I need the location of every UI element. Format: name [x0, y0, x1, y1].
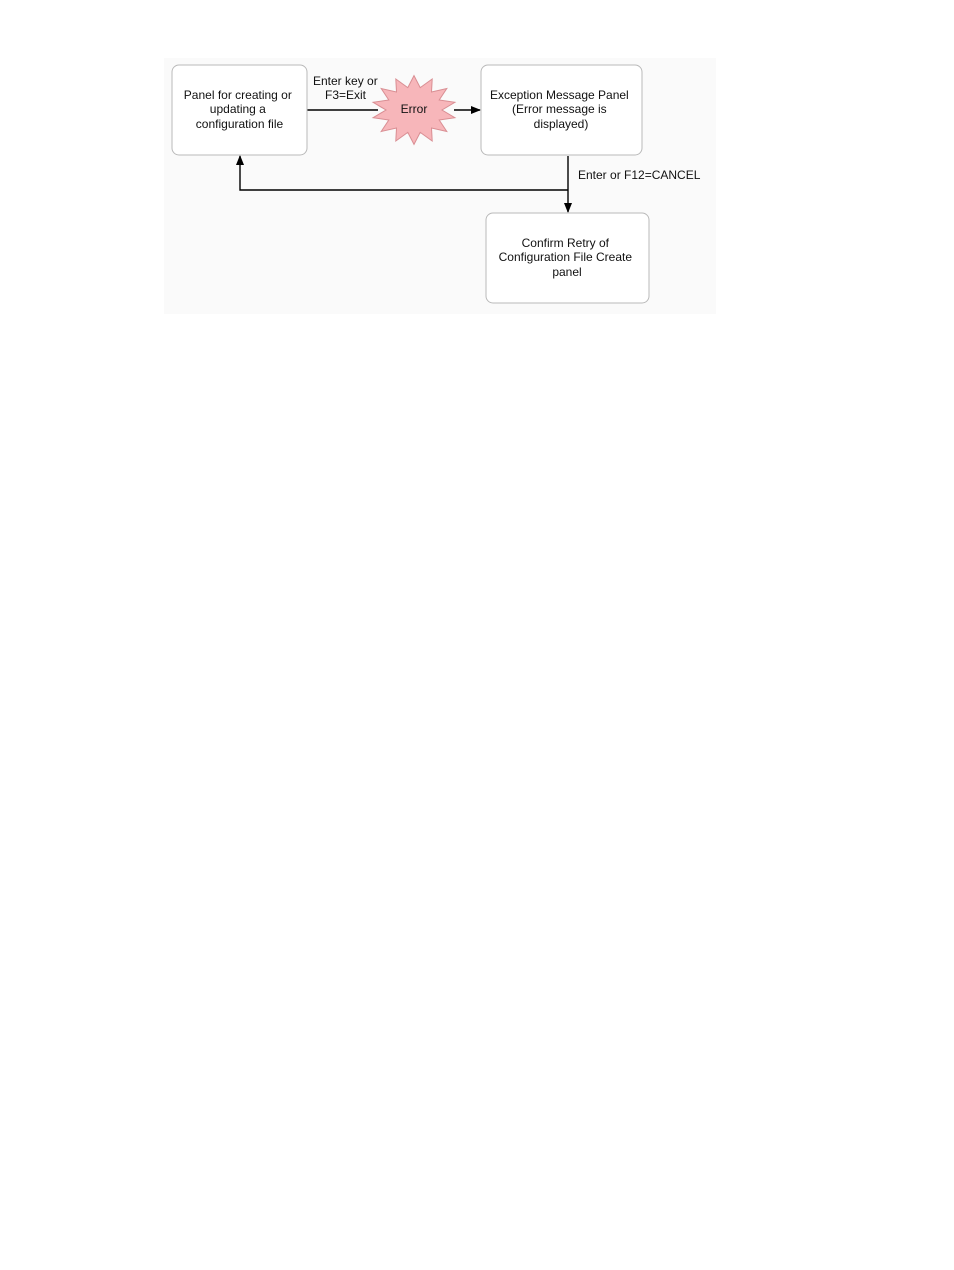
node-confirm-retry-text: Confirm Retry of Configuration File Create panel [498, 236, 633, 279]
edge-label-enter-exit: Enter key or F3=Exit [313, 74, 378, 102]
error-burst-label: Error [400, 102, 428, 116]
node-exception-panel-text: Exception Message Panel (Error message is displayed) [489, 88, 629, 131]
edge-label-enter-cancel: Enter or F12=CANCEL [578, 168, 701, 182]
node-panel-create-text: Panel for creating or updating a configuration file [183, 88, 292, 131]
